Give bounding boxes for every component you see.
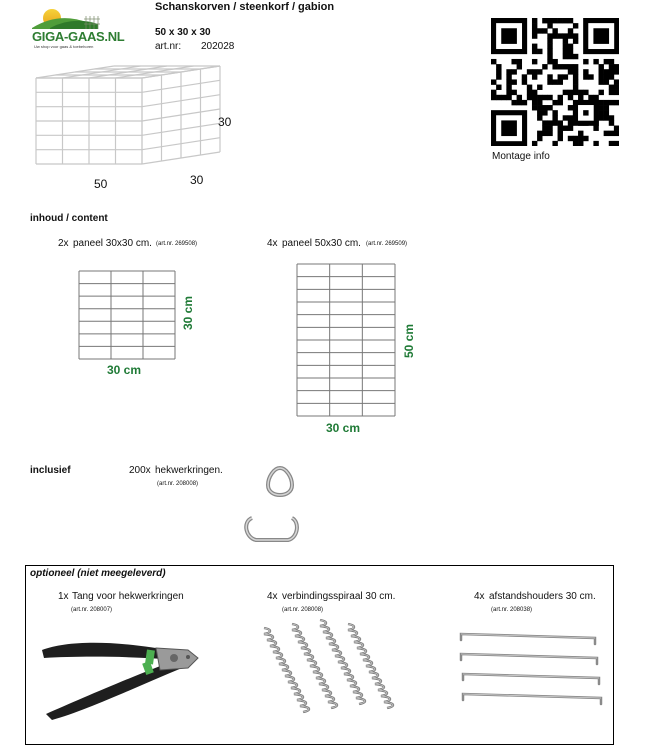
panel-small-grid <box>78 270 178 367</box>
logo <box>28 2 138 52</box>
panel-large-artnr: (art.nr. 269509) <box>366 241 408 247</box>
dimension-depth: 30 <box>190 173 204 187</box>
optional-item-spacer-qty: 4x <box>474 591 485 602</box>
optional-item-spiral-qty: 4x <box>267 591 278 602</box>
gabion-basket-image <box>32 60 222 170</box>
panel-large-dim-width: 30 cm <box>326 421 361 435</box>
included-artnr: (art.nr. 208008) <box>157 481 199 487</box>
open-ring-icon <box>244 512 300 551</box>
pliers-icon <box>38 630 203 725</box>
panel-small-label: paneel 30x30 cm. <box>73 238 152 249</box>
qr-code[interactable] <box>491 18 619 146</box>
optional-item-spacer-label: afstandshouders 30 cm. <box>489 591 596 602</box>
optional-item-spiral-artnr: (art.nr. 208008) <box>282 607 324 613</box>
optional-item-spacer-artnr: (art.nr. 208038) <box>491 607 533 613</box>
page-title: Schanskorven / steenkorf / gabion <box>155 1 335 13</box>
optional-item-pliers-label: Tang voor hekwerkringen <box>72 591 184 602</box>
included-heading: inclusief <box>30 465 71 476</box>
content-heading: inhoud / content <box>30 213 108 224</box>
artnr-value: 202028 <box>201 41 235 52</box>
logo-name: GIGA-GAAS.NL <box>32 29 125 44</box>
optional-heading: optioneel (niet meegeleverd) <box>30 568 166 579</box>
dimension-height: 30 <box>218 115 232 129</box>
dimension-length: 50 <box>94 177 108 191</box>
panel-small-artnr: (art.nr. 269508) <box>156 241 198 247</box>
included-label: hekwerkringen. <box>155 465 223 476</box>
optional-item-pliers-artnr: (art.nr. 208007) <box>71 607 113 613</box>
product-dimensions: 50 x 30 x 30 <box>155 27 211 38</box>
panel-large-qty: 4x <box>267 238 278 249</box>
panel-large-dim-height: 50 cm <box>402 323 416 358</box>
logo-tagline: Uw shop voor gaas & toebehoren <box>34 44 94 49</box>
spacer-rod-icon <box>455 628 605 713</box>
fence-ring-icon <box>262 463 298 504</box>
panel-small-dim-width: 30 cm <box>107 363 142 377</box>
artnr-label: art.nr: <box>155 41 182 52</box>
panel-small-qty: 2x <box>58 238 69 249</box>
panel-large-label: paneel 50x30 cm. <box>282 238 361 249</box>
optional-item-spiral-label: verbindingsspiraal 30 cm. <box>282 591 396 602</box>
optional-item-pliers-qty: 1x <box>58 591 69 602</box>
spiral-connector-icon <box>258 618 398 723</box>
qr-caption: Montage info <box>492 151 550 162</box>
included-qty: 200x <box>129 465 151 476</box>
panel-large-grid <box>296 263 398 424</box>
panel-small-dim-height: 30 cm <box>181 295 195 330</box>
